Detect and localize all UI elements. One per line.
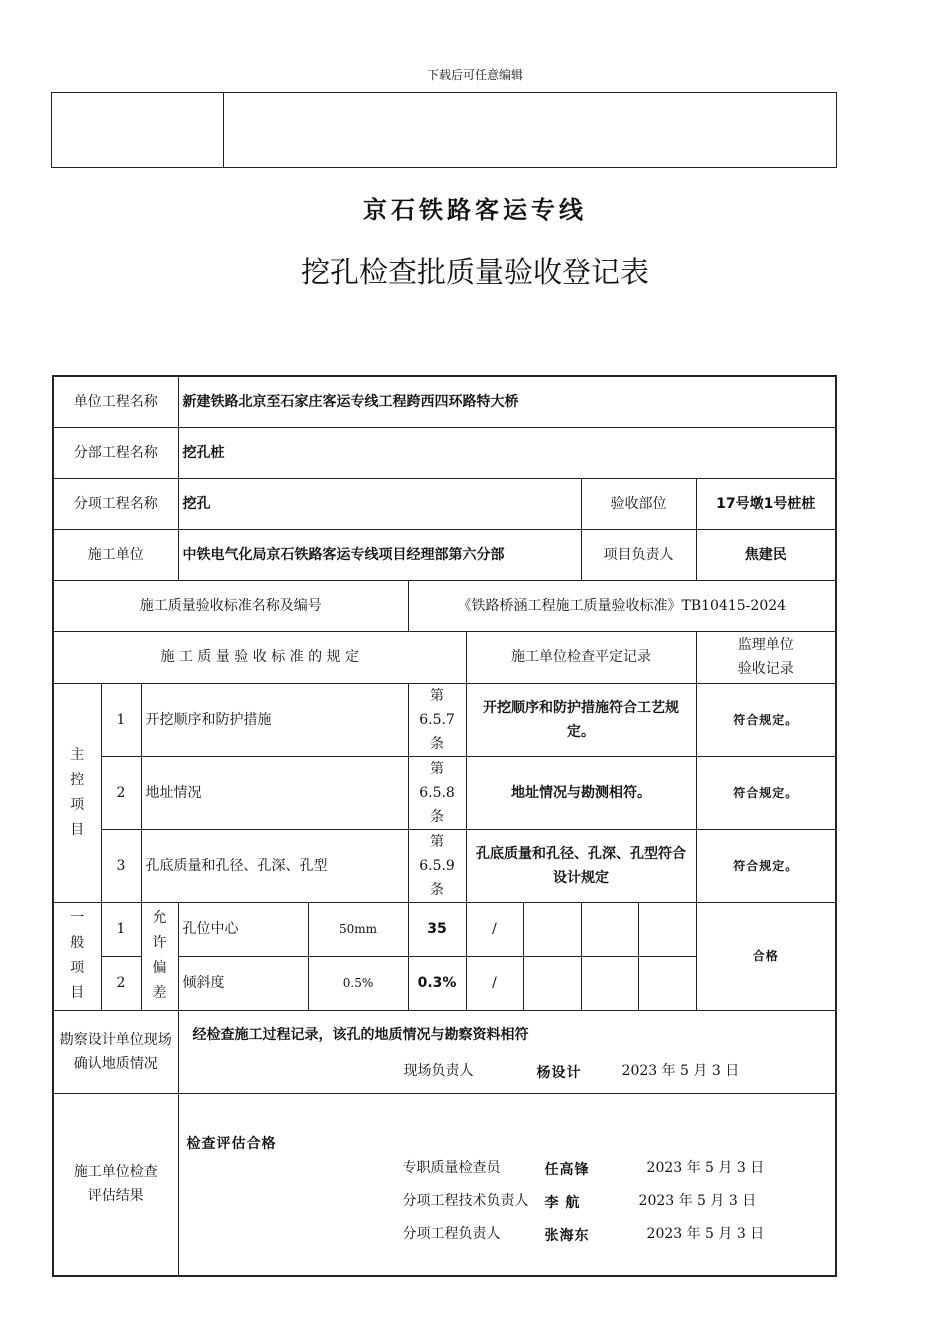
main-control-label: 主控项目 [53,683,101,902]
mc-item-record: 地址情况与勘测相符。 [466,756,696,829]
mc-item-record: 开挖顺序和防护措施符合工艺规定。 [466,683,696,756]
mc-item-clause: 第6.5.7条 [408,683,466,756]
mc-item-name: 孔底质量和孔径、孔深、孔型 [141,829,408,902]
mc-item-no: 1 [101,683,141,756]
tolerance-label: 允许偏差 [141,902,178,1010]
signer-role: 分项工程技术负责人 [402,1192,529,1209]
signer-date: 2023 年 5 月 3 日 [638,1192,757,1209]
division-value: 挖孔桩 [178,427,836,478]
signer-sign: 李 航 [544,1194,581,1211]
title-line-1: 京石铁路客运专线 [363,196,587,224]
header-note: 下载后可任意编辑 [426,68,523,82]
top-blank-box [51,92,837,168]
mc-item-no: 2 [101,756,141,829]
gen-item-m2: / [466,902,523,956]
survey-cell [178,1010,836,1093]
gen-item-limit: 50mm [308,902,408,956]
gen-item-name: 倾斜度 [178,956,308,1010]
gen-item-name: 孔位中心 [178,902,308,956]
signer-date: 2023 年 5 月 3 日 [646,1159,765,1176]
unit-project-value: 新建铁路北京至石家庄客运专线工程跨西四环路特大桥 [178,376,836,427]
survey-person-sign: 杨设计 [536,1064,582,1081]
mc-item-clause: 第6.5.8条 [408,756,466,829]
mc-item-supervisor: 符合规定。 [696,683,836,756]
gen-item-m2: / [466,956,523,1010]
signer-sign: 张海东 [544,1227,590,1244]
project-lead-value: 焦建民 [696,529,836,580]
gen-item-no: 2 [101,956,141,1010]
acceptance-part-value: 17号墩1号桩桩 [696,478,836,529]
project-lead-label: 项目负责人 [581,529,696,580]
signer-role: 专职质量检查员 [402,1159,501,1176]
signer-role: 分项工程负责人 [402,1225,501,1242]
subdivision-value: 挖孔 [178,478,581,529]
mc-item-record: 孔底质量和孔径、孔深、孔型符合设计规定 [466,829,696,902]
mc-item-supervisor: 符合规定。 [696,829,836,902]
signer-sign: 任高锋 [544,1161,590,1178]
gen-item-measured: 0.3% [408,956,466,1010]
survey-person-label: 现场负责人 [403,1062,474,1079]
acceptance-part-label: 验收部位 [581,478,696,529]
survey-text: 经检查施工过程记录，该孔的地质情况与勘察资料相符 [192,1026,529,1043]
gen-item-measured: 35 [408,902,466,956]
signer-date: 2023 年 5 月 3 日 [646,1225,765,1242]
mc-item-name: 开挖顺序和防护措施 [141,683,408,756]
evaluation-label: 施工单位检查评估结果 [53,1093,178,1276]
unit-project-label: 单位工程名称 [53,376,178,427]
general-supervisor: 合格 [696,902,836,1010]
survey-date: 2023 年 5 月 3 日 [621,1062,740,1079]
gen-item-limit: 0.5% [308,956,408,1010]
standard-label: 施工质量验收标准名称及编号 [53,580,408,631]
constructor-value: 中铁电气化局京石铁路客运专线项目经理部第六分部 [178,529,581,580]
spec-header: 施 工 质 量 验 收 标 准 的 规 定 [53,631,466,683]
general-label: 一般项目 [53,902,101,1010]
standard-value: 《铁路桥涵工程施工质量验收标准》TB10415-2024 [408,580,836,631]
subdivision-label: 分项工程名称 [53,478,178,529]
gen-item-no: 1 [101,902,141,956]
title-line-2: 挖孔检查批质量验收登记表 [300,255,649,289]
evaluation-result: 检查评估合格 [186,1135,277,1152]
supervisor-record-header: 监理单位 验收记录 [696,631,836,683]
survey-label: 勘察设计单位现场确认地质情况 [53,1010,178,1093]
mc-item-supervisor: 符合规定。 [696,756,836,829]
mc-item-name: 地址情况 [141,756,408,829]
acceptance-table [52,375,837,1277]
evaluation-cell [178,1093,836,1276]
constructor-label: 施工单位 [53,529,178,580]
mc-item-no: 3 [101,829,141,902]
division-label: 分部工程名称 [53,427,178,478]
constructor-record-header: 施工单位检查平定记录 [466,631,696,683]
mc-item-clause: 第6.5.9条 [408,829,466,902]
